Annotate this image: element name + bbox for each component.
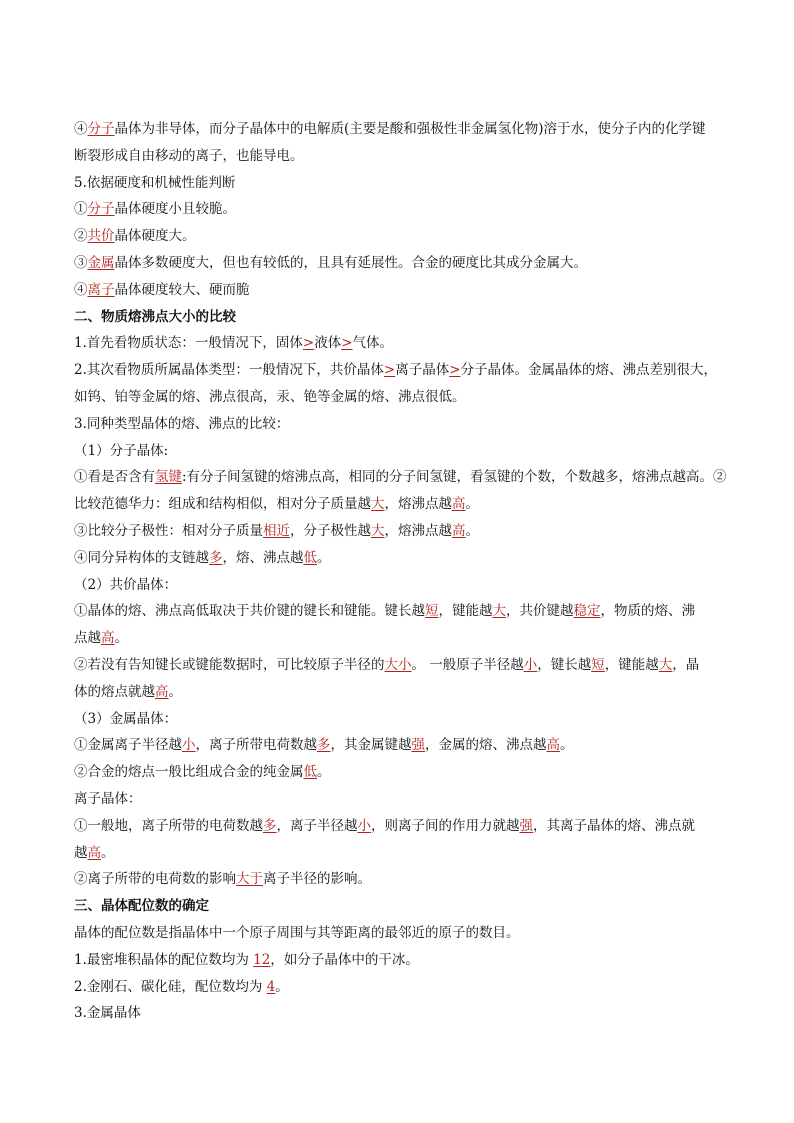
text-segment: 。 — [114, 630, 128, 647]
underlined-answer: 小 — [357, 817, 371, 834]
underlined-answer: 大 — [371, 496, 385, 513]
text-segment: ③ — [74, 254, 88, 271]
text-segment: ，离子半径越 — [276, 817, 358, 834]
text-line — [74, 947, 734, 974]
text-segment: ②离子所带的电荷数的影响 — [74, 871, 236, 888]
text-segment: 晶体硬度较大、硬而脆 — [114, 281, 250, 298]
text-segment: 。 — [465, 496, 479, 513]
document-body — [74, 116, 734, 1027]
text-line — [74, 920, 734, 947]
text-segment: ①金属离子半径越 — [74, 737, 182, 754]
text-line — [74, 974, 734, 1001]
text-segment: 晶体为非导体，而分子晶体中的电解质(主要是酸和强极性非金属氢化物)溶于水，使分子内的化学键 — [114, 121, 706, 137]
text-segment: ，键能越 — [604, 656, 659, 673]
underlined-answer: 高 — [452, 496, 466, 513]
text-segment: 2.金刚石、碳化硅，配位数均为 — [74, 978, 267, 995]
underlined-answer: 大 — [371, 522, 385, 539]
text-segment: ，离子所带电荷数越 — [195, 737, 317, 754]
underlined-answer: 高 — [101, 630, 115, 647]
underlined-answer: 4 — [266, 978, 276, 995]
text-segment: ④ — [74, 121, 88, 137]
text-segment: （3）金属晶体： — [74, 710, 178, 727]
text-segment: 2.其次看物质所属晶体类型：一般情况下，共价晶体 — [74, 362, 384, 379]
underlined-answer: > — [341, 335, 353, 352]
text-segment: 三、晶体配位数的确定 — [74, 898, 209, 915]
text-line — [74, 652, 734, 679]
text-line — [74, 625, 734, 652]
underlined-answer: 低 — [303, 549, 317, 566]
text-line — [74, 813, 734, 840]
text-line — [74, 1000, 734, 1027]
text-segment: ，其离子晶体的熔、沸点就 — [533, 817, 695, 834]
text-segment: 1.最密堆积晶体的配位数均为 — [74, 951, 254, 968]
text-line — [74, 330, 734, 357]
text-segment: 比较范德华力：组成和结构相似，相对分子质量越 — [74, 496, 371, 513]
text-segment: ① — [74, 201, 88, 218]
text-segment: ②合金的熔点一般比组成合金的纯金属 — [74, 764, 304, 781]
underlined-answer: > — [449, 362, 461, 379]
section-heading — [74, 304, 734, 331]
text-segment: ，键长越 — [537, 656, 592, 673]
text-segment: 3.同种类型晶体的熔、沸点的比较： — [74, 415, 290, 432]
text-segment: 二、物质熔沸点大小的比较 — [74, 308, 236, 325]
text-segment: （1）分子晶体: — [74, 442, 169, 459]
text-segment: 5.依据硬度和机械性能判断 — [74, 174, 236, 191]
text-line — [74, 196, 734, 223]
underlined-answer: 氢键 — [155, 469, 182, 486]
text-segment: 晶体的配位数是指晶体中一个原子周围与其等距离的最邻近的原子的数目。 — [74, 924, 520, 941]
underlined-answer: 共价 — [87, 228, 115, 245]
text-line — [74, 572, 734, 599]
text-line — [74, 223, 734, 250]
underlined-answer: 分子 — [87, 201, 115, 218]
text-segment: 离子晶体： — [74, 790, 142, 807]
text-line — [74, 250, 734, 277]
text-line — [74, 464, 734, 491]
text-line — [74, 518, 734, 545]
underlined-answer: 高 — [87, 844, 101, 861]
text-segment: ，如分子晶体中的干冰。 — [270, 951, 419, 968]
underlined-answer: 相近 — [263, 522, 290, 539]
text-segment: ②若没有告知键长或键能数据时，可比较原子半径的 — [74, 656, 385, 673]
underlined-answer: 高 — [546, 737, 560, 754]
underlined-answer: 大于 — [236, 871, 263, 888]
text-segment: ，金属的熔、沸点越 — [425, 737, 547, 754]
text-line — [74, 357, 734, 384]
text-segment: 分子晶体。金属晶体的熔、沸点差别很大， — [460, 362, 718, 379]
text-segment: 气体。 — [352, 335, 394, 352]
text-segment: 液体 — [314, 335, 342, 352]
underlined-answer: > — [383, 362, 396, 379]
text-segment: 如钨、铂等金属的熔、沸点很高，汞、铯等金属的熔、沸点很低。 — [74, 388, 466, 405]
text-segment: 越 — [74, 844, 88, 861]
text-segment: ①看是否含有 — [74, 469, 155, 486]
text-segment: ④同分异构体的支链越 — [74, 549, 209, 566]
text-line — [74, 170, 734, 197]
section-heading — [74, 893, 734, 920]
text-line — [74, 384, 734, 411]
text-line — [74, 866, 734, 893]
text-segment: ，物质的熔、沸 — [600, 603, 695, 620]
text-line — [74, 411, 734, 438]
text-line — [74, 706, 734, 733]
text-segment: ①晶体的熔、沸点高低取决于共价键的键长和键能。键长越 — [74, 603, 425, 620]
text-segment: ①一般地，离子所带的电荷数越 — [74, 817, 263, 834]
underlined-answer: 多 — [263, 817, 277, 834]
text-segment: 。 — [275, 978, 289, 995]
text-line — [74, 786, 734, 813]
text-segment: ，其金属键越 — [330, 737, 412, 754]
text-segment: 离子晶体 — [395, 362, 450, 379]
text-segment: 晶体硬度大。 — [114, 228, 196, 245]
underlined-answer: 12 — [253, 951, 271, 968]
underlined-answer: 多 — [209, 549, 223, 566]
text-line — [74, 598, 734, 625]
underlined-answer: 短 — [591, 656, 605, 673]
text-line — [74, 679, 734, 706]
text-segment: ，分子极性越 — [290, 522, 371, 539]
text-line — [74, 116, 734, 143]
text-line — [74, 143, 734, 170]
text-segment: 。 — [168, 683, 182, 700]
text-segment: 。 — [465, 522, 479, 539]
text-segment: 晶体多数硬度大，但也有较低的，且具有延展性。合金的硬度比其成分金属大。 — [114, 254, 587, 271]
underlined-answer: > — [302, 335, 315, 352]
text-segment: ，晶 — [672, 656, 700, 673]
text-segment: ，则离子间的作用力就越 — [371, 817, 520, 834]
underlined-answer: 金属 — [87, 254, 115, 271]
text-segment: ，共价键越 — [506, 603, 574, 620]
text-segment: ③比较分子极性：相对分子质量 — [74, 522, 263, 539]
text-segment: :有分子间氢键的熔沸点高，相同的分子间氢键，看氢键的个数，个数越多，熔沸点越高。② — [182, 469, 727, 486]
text-segment: 。 — [101, 844, 115, 861]
text-segment: 点越 — [74, 630, 101, 647]
underlined-answer: 大 — [658, 656, 673, 673]
text-line — [74, 840, 734, 867]
text-line — [74, 491, 734, 518]
text-line — [74, 438, 734, 465]
underlined-answer: 小 — [182, 737, 196, 754]
text-segment: 晶体硬度小且较脆。 — [114, 201, 236, 218]
text-segment: 体的熔点就越 — [74, 683, 155, 700]
underlined-answer: 强 — [519, 817, 533, 834]
text-segment: 1.首先看物质状态：一般情况下，固体 — [74, 335, 303, 352]
underlined-answer: 低 — [303, 764, 317, 781]
underlined-answer: 高 — [452, 522, 466, 539]
underlined-answer: 多 — [317, 737, 331, 754]
text-segment: 3.金属晶体 — [74, 1005, 141, 1022]
underlined-answer: 高 — [155, 683, 169, 700]
text-segment: ，熔沸点越 — [384, 496, 452, 513]
text-segment: （2）共价晶体： — [74, 576, 178, 593]
text-segment: ，熔沸点越 — [384, 522, 452, 539]
text-segment: 。 — [560, 737, 574, 754]
underlined-answer: 小 — [523, 656, 538, 673]
text-segment: 。 — [317, 764, 331, 781]
text-segment: ④ — [74, 281, 88, 298]
text-segment: 。 — [317, 549, 331, 566]
text-segment: ② — [74, 228, 88, 245]
text-line — [74, 759, 734, 786]
underlined-answer: 短 — [425, 603, 439, 620]
text-segment: ，键能越 — [438, 603, 493, 620]
underlined-answer: 稳定 — [573, 603, 601, 620]
underlined-answer: 强 — [411, 737, 425, 754]
text-segment: ，熔、沸点越 — [222, 549, 304, 566]
text-segment: 。 一般原子半径越 — [411, 656, 524, 673]
text-segment: 断裂形成自由移动的离子，也能导电。 — [74, 147, 304, 164]
underlined-answer: 离子 — [87, 281, 115, 298]
text-line — [74, 277, 734, 304]
text-line — [74, 732, 734, 759]
underlined-answer: 大小 — [384, 656, 412, 673]
underlined-answer: 大 — [492, 603, 506, 620]
text-line — [74, 545, 734, 572]
underlined-answer: 分子 — [87, 121, 115, 137]
text-segment: 离子半径的影响。 — [263, 871, 371, 888]
